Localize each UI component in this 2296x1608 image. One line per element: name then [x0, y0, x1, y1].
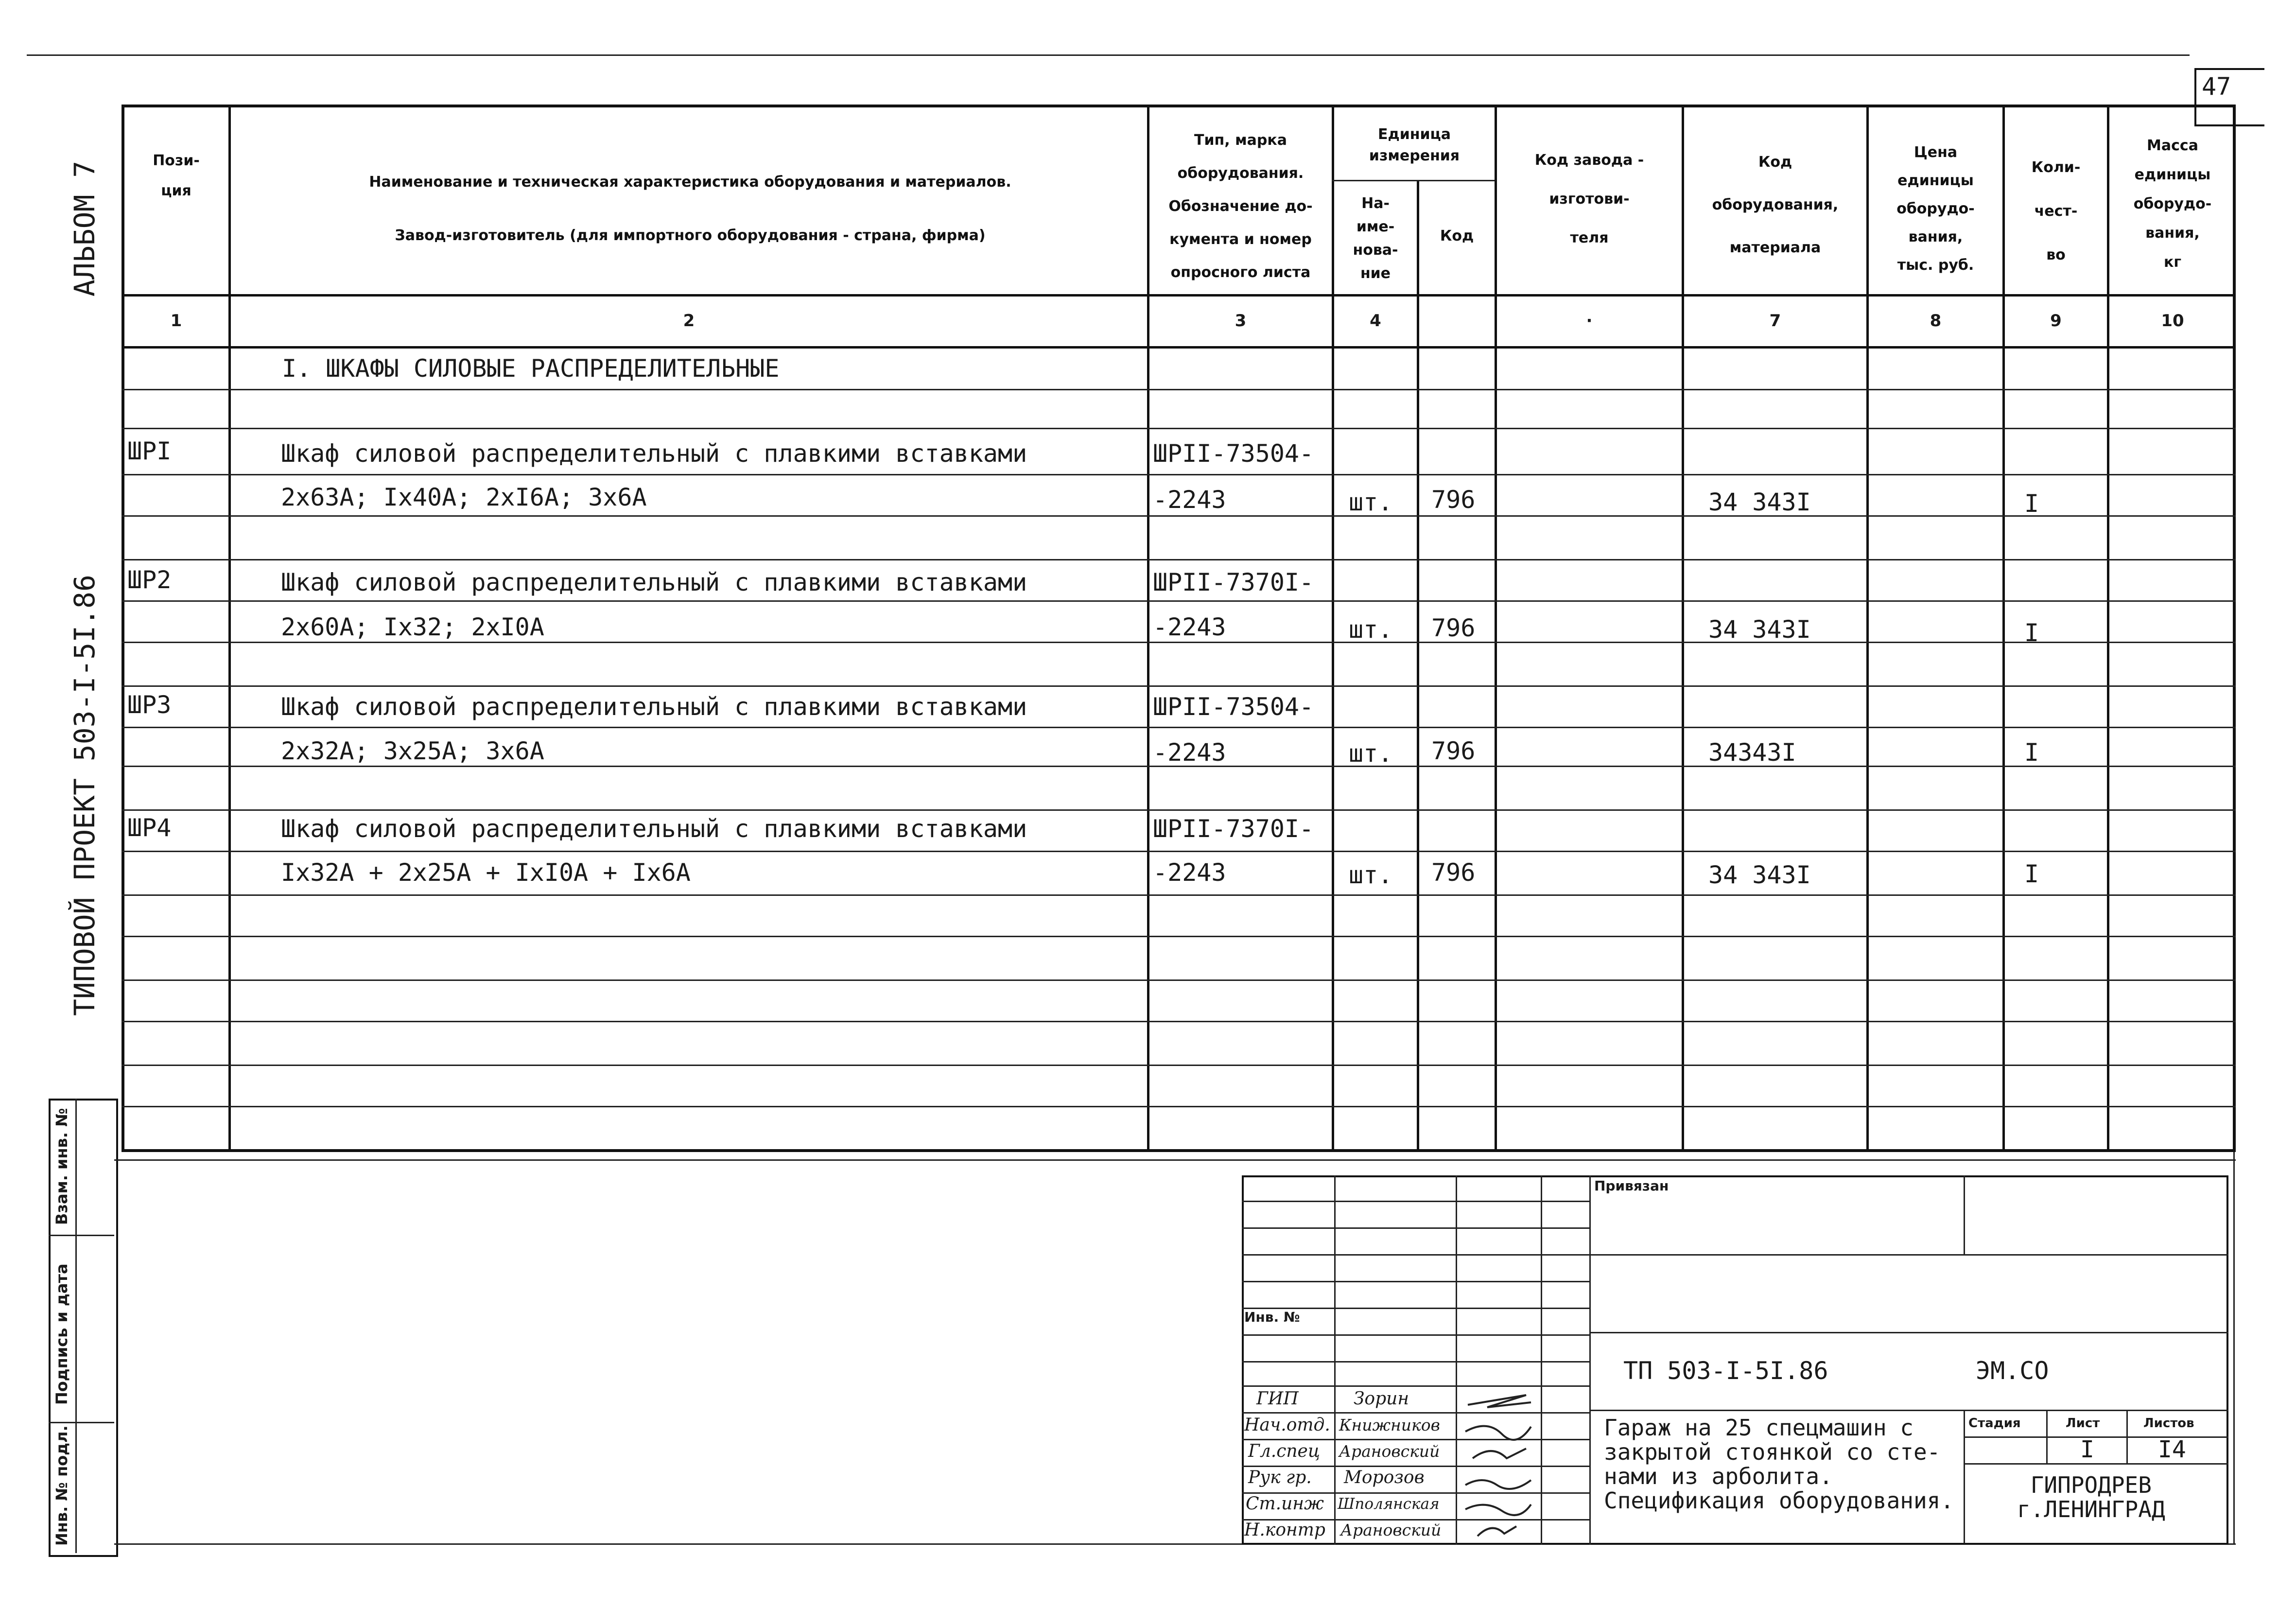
- inv-no-label: Инв. №: [1244, 1309, 1300, 1325]
- row-divider: [122, 428, 2236, 429]
- sheets-label: Листов: [2143, 1416, 2194, 1431]
- header-col6: Код завода - изготови- теля: [1534, 152, 1644, 246]
- header-col1: Пози- ция: [153, 152, 200, 199]
- staff-name: Шполянская: [1338, 1495, 1440, 1513]
- sheet-value: I: [2080, 1436, 2094, 1463]
- stamp-row-divider: [1242, 1254, 1589, 1256]
- item-unit: шт.: [1349, 861, 1393, 889]
- row-divider: [122, 389, 2236, 390]
- inv-podl-label: Инв. № подл.: [52, 1425, 71, 1546]
- item-name: Шкаф силовой распределительный с плавкими вставками: [281, 568, 1027, 596]
- section-title: I. ШКАФЫ СИЛОВЫЕ РАСПРЕДЕЛИТЕЛЬНЫЕ: [282, 354, 780, 383]
- staff-role: ГИП: [1256, 1389, 1299, 1409]
- item-unit-code: 796: [1431, 486, 1476, 514]
- item-equip-code: 34 343I: [1708, 861, 1811, 889]
- item-qty: I: [2024, 860, 2039, 888]
- staff-role: Ст.инж: [1246, 1494, 1324, 1514]
- top-border-line: [27, 54, 2190, 56]
- organization: ГИПРОДРЕВ г.ЛЕНИНГРАД: [2017, 1472, 2165, 1522]
- staff-name: Морозов: [1344, 1468, 1425, 1487]
- item-equip-code: 34 343I: [1708, 615, 1811, 644]
- stamp-row-divider: [1242, 1201, 1589, 1202]
- item-unit-code: 796: [1431, 858, 1476, 887]
- staff-role: Н.контр: [1244, 1520, 1325, 1540]
- row-divider: [122, 809, 2236, 811]
- row-divider: [122, 1106, 2236, 1107]
- row-divider: [122, 979, 2236, 981]
- signature-marks: [1458, 1385, 1541, 1541]
- item-type-cont: -2243: [1153, 486, 1226, 514]
- stamp-row-divider: [1242, 1281, 1589, 1282]
- row-divider: [122, 936, 2236, 937]
- header-col2: Наименование и техническая характеристика оборудования и материалов. Завод-изготовитель (для импортного оборудования - страна, фирма): [369, 174, 1011, 244]
- row-divider: [122, 1021, 2236, 1022]
- podpis-data-label: Подпись и дата: [52, 1263, 71, 1405]
- header-col7: Код оборудования, материала: [1712, 154, 1839, 256]
- item-spec: 2х32А; 3х25А; 3х6А: [281, 737, 544, 765]
- row-divider: [122, 515, 2236, 517]
- sheets-value: I4: [2158, 1436, 2186, 1463]
- item-equip-code: 34343I: [1708, 738, 1796, 767]
- item-name: Шкаф силовой распределительный с плавкими вставками: [281, 693, 1027, 721]
- colnum-7: 7: [1769, 311, 1781, 331]
- row-divider: [122, 727, 2236, 728]
- stamp-row-divider: [1242, 1227, 1589, 1229]
- signature-n-kontr: [1478, 1526, 1516, 1536]
- item-unit-code: 796: [1431, 614, 1476, 642]
- item-type: ШРII-7370I-: [1153, 815, 1314, 843]
- signature-gip: [1468, 1395, 1531, 1407]
- colnum-3: 3: [1235, 311, 1247, 331]
- staff-name: Арановский: [1339, 1442, 1440, 1461]
- item-equip-code: 34 343I: [1708, 488, 1811, 516]
- signature-st-inzh: [1465, 1504, 1531, 1515]
- staff-role: Рук гр.: [1248, 1468, 1312, 1487]
- header-col3: Тип, марка оборудования. Обозначение до- кумента и номер опросного листа: [1168, 132, 1313, 281]
- item-name: Шкаф силовой распределительный с плавкими вставками: [281, 815, 1027, 843]
- item-type: ШРII-73504-: [1153, 693, 1314, 721]
- signature-nach-otd: [1465, 1426, 1531, 1440]
- item-type: ШРII-73504-: [1153, 439, 1314, 468]
- sheet-label: Лист: [2066, 1416, 2100, 1431]
- colnum-2: 2: [683, 311, 695, 331]
- item-pos: ШР2: [127, 566, 172, 594]
- item-spec: 2х60А; Iх32; 2хI0А: [281, 613, 544, 641]
- row-divider: [122, 851, 2236, 852]
- staff-name: Арановский: [1340, 1521, 1442, 1539]
- row-divider: [122, 559, 2236, 560]
- header-col5: Код: [1440, 227, 1474, 245]
- stage-label: Стадия: [1968, 1416, 2021, 1431]
- item-spec: Iх32А + 2х25А + IхI0А + Iх6А: [281, 858, 691, 887]
- colnum-8: 8: [1930, 311, 1942, 331]
- doc-title: Гараж на 25 спецмашин с закрытой стоянкой со сте- нами из арболита. Спецификация оборудования.: [1604, 1415, 1954, 1514]
- item-type: ШРII-7370I-: [1153, 568, 1314, 596]
- item-pos: ШР4: [127, 814, 172, 842]
- header-col9: Коли- чест- во: [2031, 159, 2081, 263]
- item-type-cont: -2243: [1153, 613, 1226, 641]
- staff-name: Зорин: [1354, 1389, 1409, 1409]
- privyazan-label: Привязан: [1594, 1178, 1669, 1194]
- row-divider: [122, 474, 2236, 475]
- stamp-row-divider: [1242, 1361, 1589, 1363]
- header-col10: Масса единицы оборудо- вания, кг: [2133, 137, 2212, 271]
- item-qty: I: [2024, 619, 2039, 647]
- doc-code: ТП 503-I-5I.86: [1623, 1357, 1828, 1385]
- staff-role: Гл.спец: [1248, 1441, 1320, 1461]
- row-divider: [122, 642, 2236, 643]
- row-divider: [122, 894, 2236, 896]
- item-qty: I: [2024, 489, 2039, 518]
- stamp-row-divider: [1242, 1334, 1589, 1336]
- item-type-cont: -2243: [1153, 738, 1226, 767]
- sheet-number: 47: [2202, 72, 2231, 101]
- item-qty: I: [2024, 738, 2039, 767]
- header-col4: На- име- нова- ние: [1353, 195, 1398, 282]
- item-unit-code: 796: [1431, 737, 1476, 765]
- doc-mark: ЭМ.СО: [1976, 1357, 2049, 1385]
- colnum-10: 10: [2161, 311, 2184, 331]
- staff-name: Книжников: [1339, 1416, 1440, 1434]
- colnum-1: 1: [170, 311, 182, 331]
- item-unit: шт.: [1349, 739, 1393, 768]
- staff-role: Нач.отд.: [1244, 1415, 1330, 1435]
- item-pos: ШР3: [127, 691, 172, 719]
- colnum-4: 4: [1370, 311, 1381, 331]
- header-col8: Цена единицы оборудо- вания, тыс. руб.: [1896, 144, 1975, 274]
- row-divider: [122, 1065, 2236, 1066]
- row-divider: [122, 685, 2236, 687]
- project-label: ТИПОВОЙ ПРОЕКТ 503-I-5I.86: [68, 575, 101, 1016]
- signature-gl-spec: [1473, 1449, 1526, 1458]
- colnum-6: ·: [1586, 311, 1593, 331]
- row-divider: [122, 600, 2236, 602]
- vzam-inv-label: Взам. инв. №: [52, 1108, 71, 1225]
- item-pos: ШРI: [127, 437, 172, 465]
- item-unit: шт.: [1349, 488, 1393, 516]
- header-unit-group: Единица измерения: [1369, 126, 1460, 164]
- item-type-cont: -2243: [1153, 858, 1226, 887]
- item-spec: 2х63А; Iх40А; 2хI6А; 3х6А: [281, 483, 647, 511]
- signature-ruk-gr: [1465, 1480, 1531, 1489]
- album-label: АЛЬБОМ 7: [68, 160, 101, 297]
- item-name: Шкаф силовой распределительный с плавкими вставками: [281, 439, 1027, 468]
- colnum-9: 9: [2050, 311, 2062, 331]
- item-unit: шт.: [1349, 615, 1393, 644]
